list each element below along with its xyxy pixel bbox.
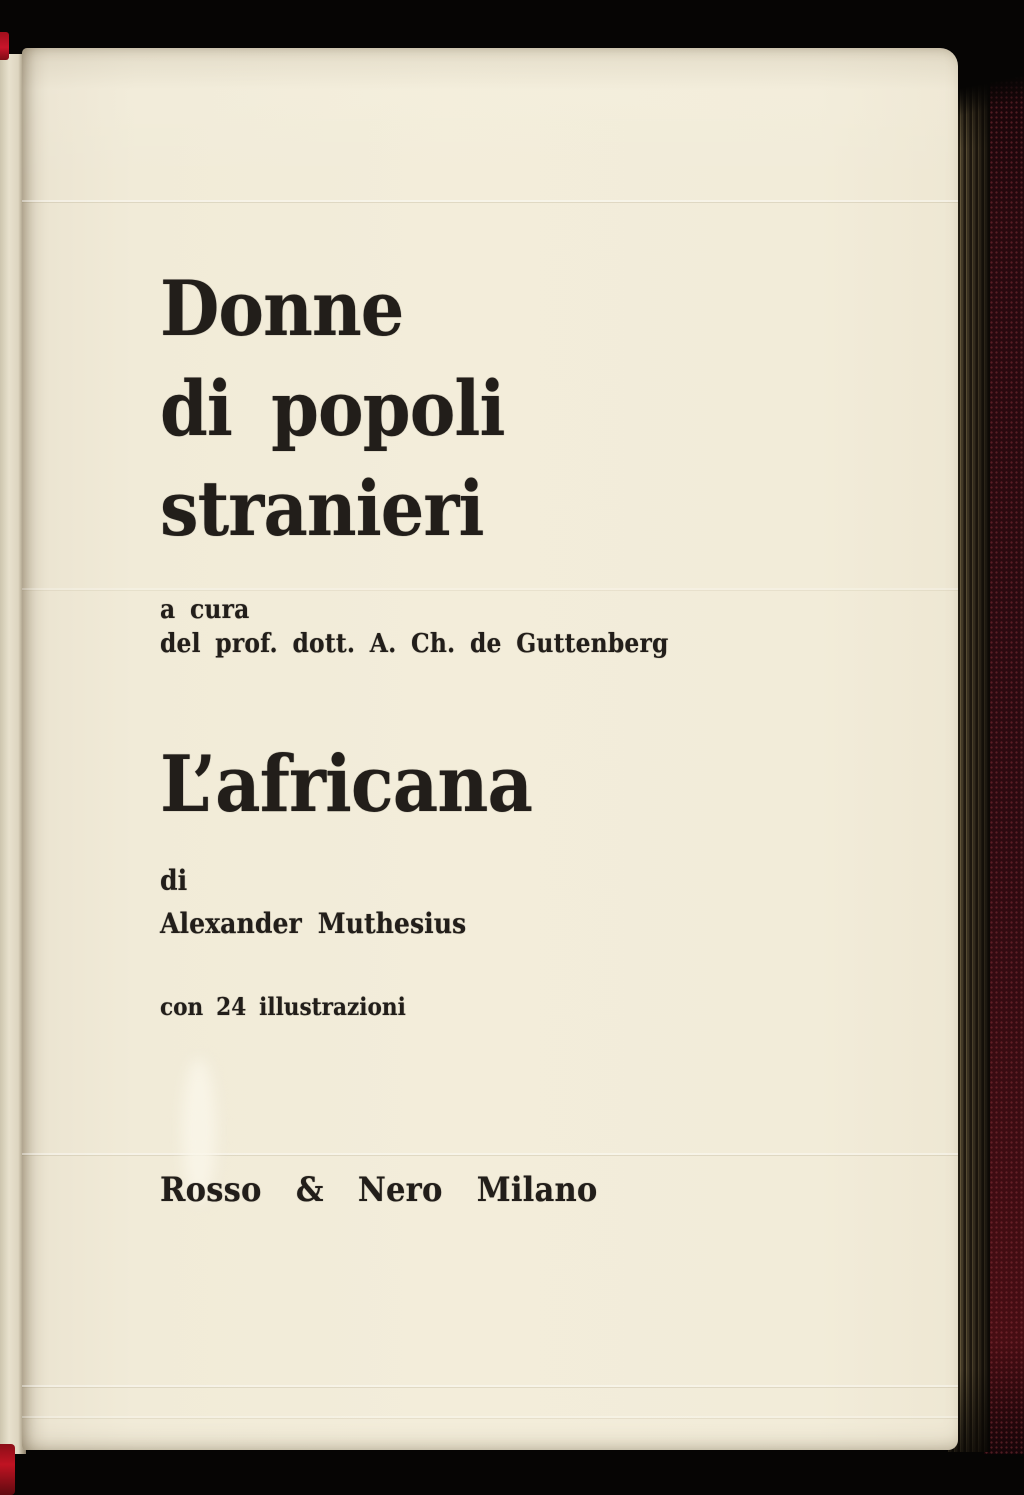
red-headband-bottom (0, 1444, 15, 1495)
editor-credit-line-2: del prof. dott. A. Ch. de Guttenberg (160, 629, 669, 659)
scan-artifact-line (22, 1153, 958, 1155)
publisher-imprint: Rosso & Nero Milano (160, 1170, 598, 1210)
editor-credit-line-1: a cura (160, 595, 250, 625)
scan-artifact-line (22, 1385, 958, 1387)
author-credit-name: Alexander Muthesius (160, 907, 467, 940)
author-credit (160, 859, 466, 945)
scan-artifact-line (22, 588, 958, 590)
red-headband-top (0, 32, 9, 60)
scan-artifact-line (22, 1416, 958, 1418)
book-title-line-3: stranieri (160, 464, 484, 553)
book-title-line-2: di popoli (160, 364, 505, 453)
illustrations-note: con 24 illustrazioni (160, 992, 406, 1021)
book-title (160, 259, 505, 559)
scan-artifact-line (22, 200, 958, 202)
editor-credit (160, 593, 669, 661)
author-credit-role: di (160, 864, 188, 897)
book-title-line-1: Donne (160, 264, 404, 353)
title-page (22, 48, 958, 1450)
book-cover-cloth (984, 50, 1024, 1454)
top-right-shadow (952, 46, 1024, 136)
volume-subtitle: L’africana (160, 739, 533, 830)
